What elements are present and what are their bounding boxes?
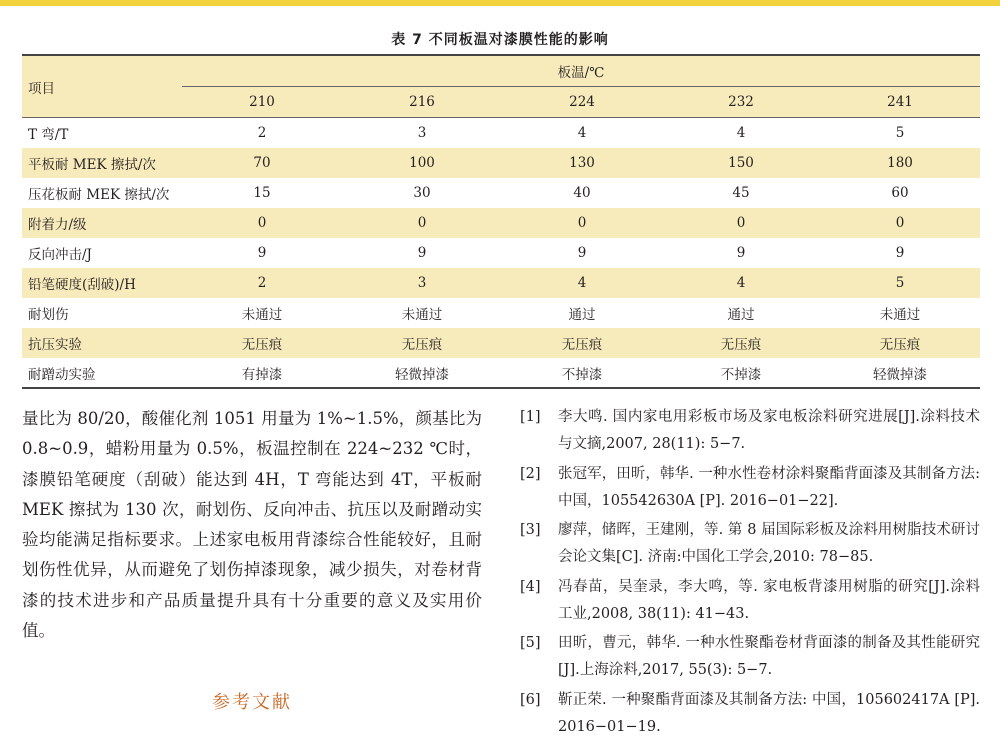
table-cell: 有掉漆 <box>182 358 342 388</box>
table-cell: 通过 <box>568 307 596 323</box>
table-cell: 9 <box>417 245 427 261</box>
table-cell: 70 <box>182 148 342 178</box>
table-cell: 9 <box>736 245 746 261</box>
reference-item <box>520 461 980 518</box>
table-cell: 100 <box>342 148 502 178</box>
row-label: 反向冲击/J <box>28 247 92 263</box>
table-cell: 0 <box>182 208 342 238</box>
table-row <box>22 268 980 298</box>
table-row <box>22 208 980 238</box>
temp-header-cell: 224 <box>502 87 662 118</box>
reference-item <box>520 630 980 687</box>
top-accent-bar <box>0 0 1000 6</box>
table-caption: 表 7 不同板温对漆膜性能的影响 <box>391 32 609 48</box>
reference-item <box>520 517 980 574</box>
table-cell: 0 <box>342 208 502 238</box>
table-cell: 5 <box>895 125 905 141</box>
table-row <box>22 118 980 149</box>
table-cell: 未通过 <box>241 307 283 323</box>
table-cell: 5 <box>820 268 980 298</box>
reference-item <box>520 404 980 461</box>
row-label: 平板耐 MEK 擦拭/次 <box>22 148 182 178</box>
table-cell: 通过 <box>727 307 755 323</box>
table-cell: 4 <box>502 268 662 298</box>
table-cell: 0 <box>662 208 820 238</box>
table-row <box>22 328 980 358</box>
table-cell: 3 <box>417 125 427 141</box>
row-label: 耐蹭动实验 <box>22 358 182 388</box>
table-cell: 4 <box>736 125 746 141</box>
table-cell: 轻微掉漆 <box>820 358 980 388</box>
table-row <box>22 358 980 388</box>
table-cell: 4 <box>662 268 820 298</box>
reference-text: 张冠军，田昕，韩华. 一种水性卷材涂料聚酯背面漆及其制备方法:中国，105542630A [P]. 2016−01−22]. <box>558 465 980 509</box>
table-row <box>22 148 980 178</box>
temp-header-cell: 216 <box>342 87 502 118</box>
temp-header-cell: 232 <box>662 87 820 118</box>
table-cell: 130 <box>502 148 662 178</box>
reference-number: [3] <box>520 522 541 539</box>
table-cell: 无压痕 <box>662 328 820 358</box>
table-cell: 9 <box>895 245 905 261</box>
table-cell: 45 <box>732 185 750 201</box>
table-row <box>22 238 980 268</box>
reference-number: [6] <box>520 691 541 708</box>
table-row <box>22 178 980 208</box>
plate-temp-header: 板温/℃ <box>182 55 980 87</box>
table-cell: 不掉漆 <box>502 358 662 388</box>
table-cell: 9 <box>577 245 587 261</box>
item-header: 项目 <box>22 55 182 118</box>
reference-text: 冯春苗，吴奎录，李大鸣，等. 家电板背漆用树脂的研究[J].涂料工业,2008, 38(11): 41−43. <box>558 578 980 622</box>
row-label: 铅笔硬度(刮破)/H <box>22 268 182 298</box>
row-label: T 弯/T <box>28 127 69 143</box>
temp-header-cell: 241 <box>820 87 980 118</box>
reference-list <box>520 404 980 744</box>
table-cell: 2 <box>182 268 342 298</box>
body-paragraph: 量比为 80/20，酸催化剂 1051 用量为 1%~1.5%，颜基比为 0.8~0.9，蜡粉用量为 0.5%，板温控制在 224~232 ℃时，漆膜铅笔硬度（刮破）能达到 4H，T 弯能达到 4T，平板耐 MEK 擦拭为 130 次，耐划伤、反向冲击、抗压以及耐蹭动实验均能满足指标要求。上述家电板用背漆综合性能较好，且耐划伤性优异，从而避免了划伤掉漆现象，减少损失，对卷材背漆的技术进步和产品质量提升具有十分重要的意义及实用价值。 <box>22 409 482 641</box>
table-cell: 15 <box>253 185 271 201</box>
table-cell: 无压痕 <box>342 328 502 358</box>
table-cell: 0 <box>502 208 662 238</box>
reference-text: 李大鸣. 国内家电用彩板市场及家电板涂料研究进展[J].涂料技术与文摘,2007, 28(11): 5−7. <box>558 409 980 452</box>
temp-header-cell: 210 <box>182 87 342 118</box>
table-cell: 轻微掉漆 <box>342 358 502 388</box>
reference-text: 田昕，曹元，韩华. 一种水性聚酯卷材背面漆的制备及其性能研究[J].上海涂料,2017, 55(3): 5−7. <box>558 635 980 679</box>
row-label: 压花板耐 MEK 擦拭/次 <box>28 187 170 203</box>
reference-number: [5] <box>520 635 541 652</box>
table-cell: 0 <box>820 208 980 238</box>
reference-number: [2] <box>520 465 541 482</box>
property-table <box>22 54 980 389</box>
table-cell: 40 <box>573 185 591 201</box>
table-cell: 2 <box>257 125 267 141</box>
reference-item <box>520 687 980 744</box>
table-cell: 无压痕 <box>820 328 980 358</box>
table-row <box>22 298 980 328</box>
table-cell: 180 <box>820 148 980 178</box>
table-cell: 3 <box>342 268 502 298</box>
reference-number: [4] <box>520 578 541 595</box>
row-label: 附着力/级 <box>22 208 182 238</box>
table-cell: 无压痕 <box>502 328 662 358</box>
table-cell: 不掉漆 <box>662 358 820 388</box>
table-cell: 无压痕 <box>182 328 342 358</box>
reference-text: 廖萍，储晖，王建刚，等. 第 8 届国际彩板及涂料用树脂技术研讨会论文集[C]. 济南:中国化工学会,2010: 78−85. <box>558 522 980 566</box>
reference-text: 靳正荣. 一种聚酯背面漆及其制备方法: 中国，105602417A [P]. 2016−01−19. <box>558 691 980 735</box>
reference-item <box>520 574 980 631</box>
table-cell: 9 <box>257 245 267 261</box>
table-cell: 60 <box>891 185 909 201</box>
reference-number: [1] <box>520 409 541 425</box>
references-heading: 参考文献 <box>212 692 292 713</box>
table-cell: 未通过 <box>879 307 921 323</box>
table-cell: 150 <box>662 148 820 178</box>
table-cell: 未通过 <box>401 307 443 323</box>
row-label: 耐划伤 <box>28 307 69 323</box>
row-label: 抗压实验 <box>22 328 182 358</box>
table-cell: 30 <box>413 185 431 201</box>
header-row-group <box>22 55 980 87</box>
table-cell: 4 <box>577 125 587 141</box>
